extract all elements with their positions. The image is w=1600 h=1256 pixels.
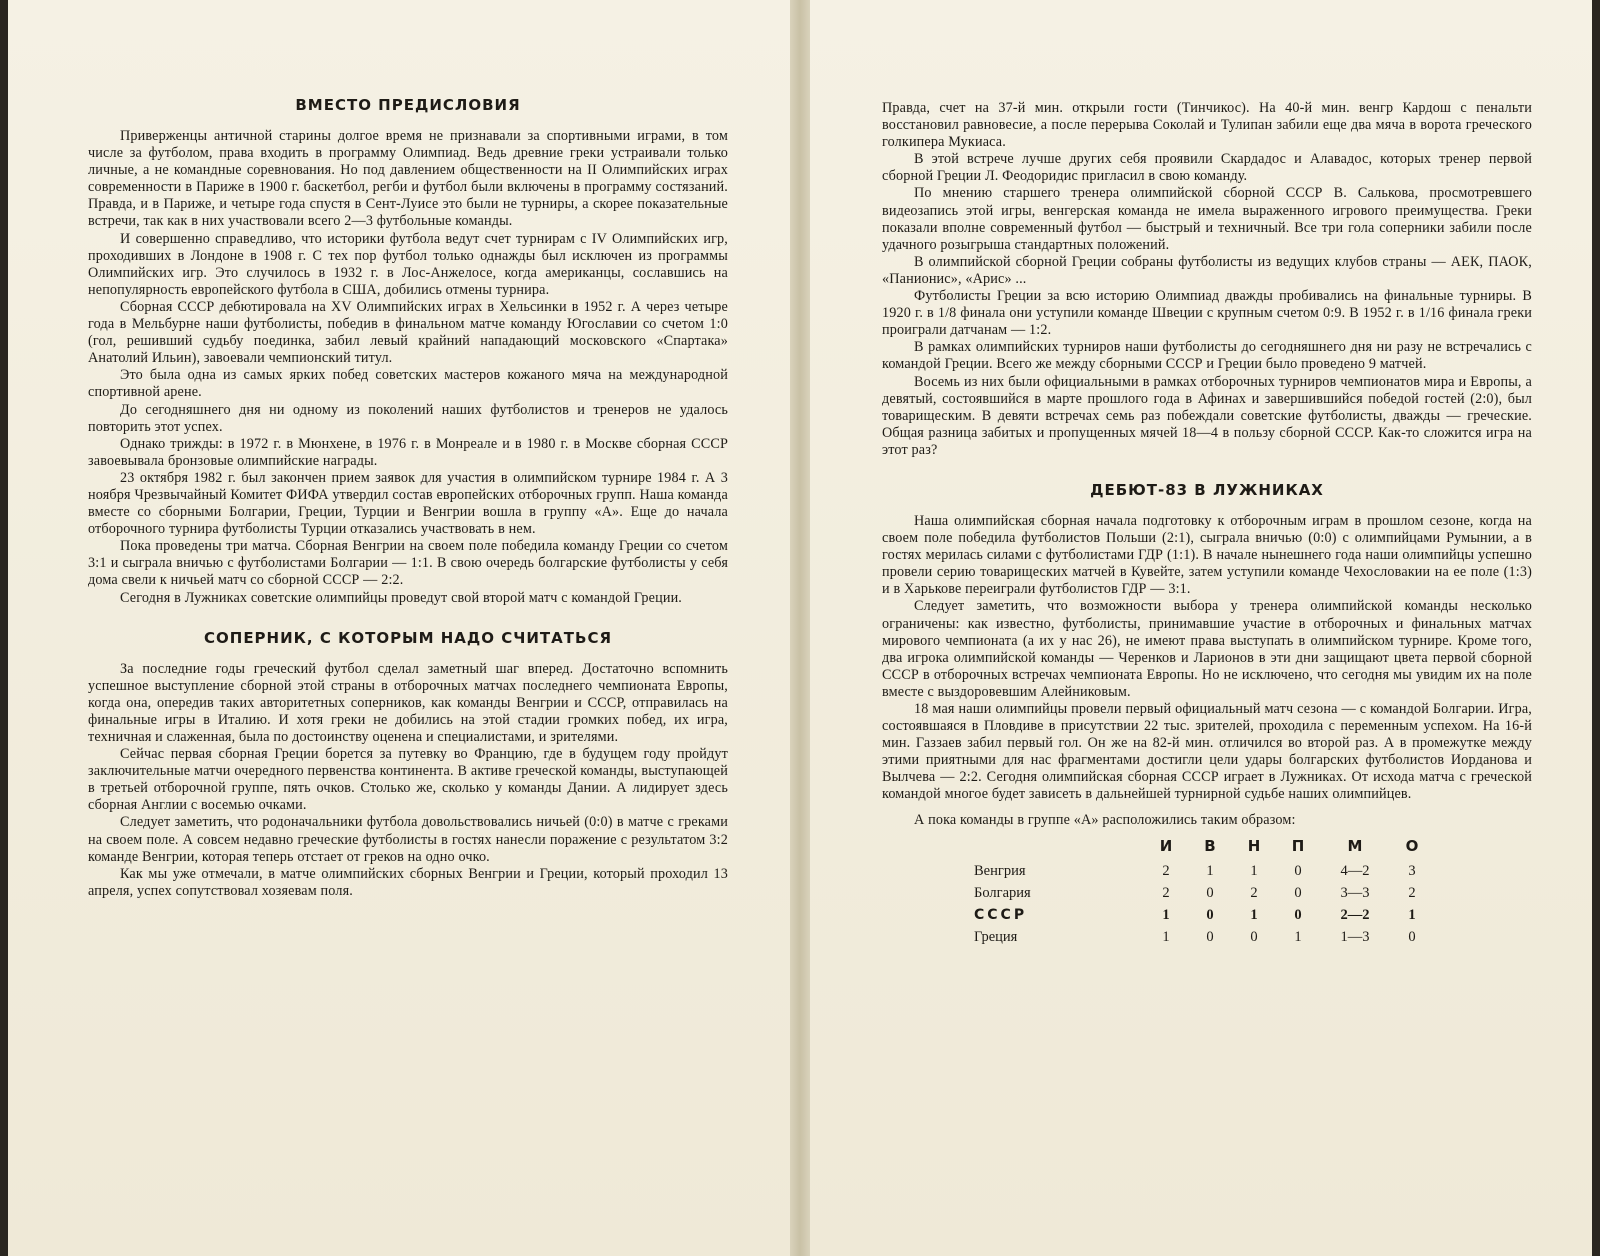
left-column <box>88 96 728 900</box>
header-draws: Н <box>1247 836 1261 855</box>
cell: 0 <box>1294 862 1302 879</box>
cell: 0 <box>1294 884 1302 901</box>
header-goals: М <box>1347 836 1363 855</box>
cell: 0 <box>1206 928 1214 945</box>
table-row <box>974 927 1434 949</box>
table-row <box>974 861 1434 883</box>
cell: 2 <box>1162 862 1170 879</box>
cell: 1 <box>1162 906 1170 923</box>
right-column <box>882 100 1532 949</box>
paragraph: Сейчас первая сборная Греции борется за путевку во Францию, где в будущем году пройдут заключительные матчи очередного первенства континента. В активе греческой команды, выступающей в третьей отборочной группе, пять очков. Столько же, сколько у команды Дании. А лидирует здесь сборная Англии с восемью очками. <box>88 746 728 814</box>
paragraph: Как мы уже отмечали, в матче олимпийских сборных Венгрии и Греции, который проходил 13 апреля, успех сопутствовал хозяевам поля. <box>88 865 728 899</box>
paragraph: Следует заметить, что возможности выбора у тренера олимпийской команды несколько ограничены: как известно, футболисты, принимавшие участие в отборочных и финальных матчах мирового чемпионата (а их у нас 26), не имеют права выступать в олимпийском турнире. Кроме того, два игрока олимпийской команды — Черенков и Ларионов в эти дни защищают цвета первой сборной СССР в отборочных встречах чемпионата Европы. Но не исключено, что сегодня мы увидим их на поле вместе с выздоровевшим Алейниковым. <box>882 598 1532 700</box>
standings-header-row <box>974 835 1434 861</box>
paragraph: До сегодняшнего дня ни одному из поколений наших футболистов и тренеров не удалось повторить этот успех. <box>88 401 728 435</box>
standings-intro: А пока команды в группе «А» расположились таким образом: <box>914 811 1296 828</box>
heading-debut: ДЕБЮТ-83 В ЛУЖНИКАХ <box>1090 480 1324 499</box>
paragraph: Приверженцы античной старины долгое время не признавали за спортивными играми, в том числе за футболом, права входить в программу Олимпиад. Ведь древние греки устраивали только личные, а не командные соревнования. Но под давлением общественности на II Олимпийских играх современности в Париже в 1900 г. баскетбол, регби и футбол были включены в программу состязаний. Правда, и в Париже, и четыре года спустя в Сент-Луисе это были не турниры, а скорее показательные встречи, так как в них участвовали всего 2—3 футбольные команды. <box>88 128 728 230</box>
paragraph: Это была одна из самых ярких побед советских мастеров кожаного мяча на международной спортивной арене. <box>88 367 728 401</box>
paragraph: В этой встрече лучше других себя проявили Скардадос и Алавадос, которых тренер первой сборной Греции Л. Феодоридис пригласил в свою команду. <box>882 151 1532 185</box>
cell: 4—2 <box>1340 862 1370 879</box>
cell: 2 <box>1250 884 1258 901</box>
header-wins: В <box>1204 836 1216 855</box>
page-edge-right <box>1592 0 1600 1256</box>
cell: 0 <box>1206 906 1214 923</box>
cell: 1—3 <box>1340 928 1370 945</box>
team-name: Венгрия <box>974 862 1026 879</box>
cell: 0 <box>1206 884 1214 901</box>
paragraph: Сборная СССР дебютировала на XV Олимпийских играх в Хельсинки в 1952 г. А через четыре года в Мельбурне наши футболисты, победив в финальном матче команду Югославии со счетом 1:0 (гол, решивший судьбу поединка, забил левый крайний нападающий московского «Спартака» Анатолий Ильин), завоевали чемпионский титул. <box>88 298 728 367</box>
cell: 1 <box>1408 906 1416 923</box>
cell: 0 <box>1408 928 1416 945</box>
cell: 2 <box>1162 884 1170 901</box>
right-page <box>810 0 1600 1256</box>
paragraph: И совершенно справедливо, что историки футбола ведут счет турнирам с IV Олимпийских игр, проходивших в Лондоне в 1908 г. С тех пор футбол только однажды был исключен из программы Олимпийских игр. Это случилось в 1932 г. в Лос-Анжелосе, когда американцы, сославшись на непопулярность европейского футбола в США, добились отмены турнира. <box>88 230 728 298</box>
paragraph: 23 октября 1982 г. был закончен прием заявок для участия в олимпийском турнире 1984 г. А 3 ноября Чрезвычайный Комитет ФИФА утвердил состав европейских отборочных групп. Наша команда вместе со сборными Болгарии, Греции, Турции и Венгрии вошла в группу «А». Еще до начала отборочного турнира футболисты Турции отказались участвовать в нем. <box>88 469 728 538</box>
cell: 3 <box>1408 862 1416 879</box>
header-team <box>974 835 1144 861</box>
heading-foreword: ВМЕСТО ПРЕДИСЛОВИЯ <box>295 96 521 114</box>
cell: 3—3 <box>1340 884 1370 901</box>
team-name: Болгария <box>974 884 1031 901</box>
cell: 1 <box>1162 928 1170 945</box>
page-gutter <box>790 0 810 1256</box>
paragraph: Следует заметить, что родоначальники футбола довольствовались ничьей (0:0) в матче с греками на своем поле. А совсем недавно греческие футболисты в гостях нанесли поражение с результатом 3:2 команде Венгрии, которая теперь отстает от греков на одно очко. <box>88 814 728 865</box>
cell: 2 <box>1408 884 1416 901</box>
team-name: Греция <box>974 928 1018 945</box>
team-name: СССР <box>974 907 1028 924</box>
cell: 0 <box>1294 906 1302 923</box>
header-points: О <box>1405 836 1419 855</box>
header-losses: П <box>1291 836 1305 855</box>
cell: 1 <box>1294 928 1302 945</box>
cell: 2—2 <box>1340 906 1370 923</box>
paragraph: 18 мая наши олимпийцы провели первый официальный матч сезона — с командой Болгарии. Игра, состоявшаяся в Пловдиве в присутствии 22 тыс. зрителей, проходила с переменным успехом. На 16-й мин. Газзаев забил первый гол. Он же на 82-й мин. отличился во второй раз. А в промежутке между этими приятными для нас фрагментами достигли цели удары болгарских футболистов Иорданова и Вылчева — 2:2. Сегодня олимпийская сборная СССР играет в Лужниках. От исхода матча с греческой командой многое будет зависеть в дальнейшей турнирной судьбе наших олимпийцев. <box>882 701 1532 803</box>
paragraph: Однако трижды: в 1972 г. в Мюнхене, в 1976 г. в Монреале и в 1980 г. в Москве сборная СССР завоевывала бронзовые олимпийские награды. <box>88 435 728 469</box>
paragraph: Наша олимпийская сборная начала подготовку к отборочным играм в прошлом сезоне, когда на своем поле победила футболистов Польши (2:1), сыграла вничью (0:0) с олимпийцами Румынии, а в гостях мерилась силами с футболистами ГДР (1:1). В начале нынешнего года наши олимпийцы успешно провели серию товарищеских матчей в Кувейте, затем уступили команде Чехословакии на ее поле (1:3) и в Харькове переиграли футболистов ГДР — 3:1. <box>882 512 1532 598</box>
cell: 1 <box>1250 906 1258 923</box>
table-row <box>974 905 1434 927</box>
cell: 1 <box>1206 862 1214 879</box>
paragraph: За последние годы греческий футбол сделал заметный шаг вперед. Достаточно вспомнить успешное выступление сборной этой страны в отборочных матчах последнего чемпионата Европы, когда она, опередив таких авторитетных соперников, как команды Венгрии и СССР, отправилась на финальные игры в Италию. И хотя греки не добились на этой стадии громких побед, их игра, техничная и слаженная, была по достоинству оценена и специалистами, и зрителями. <box>88 660 728 745</box>
cell: 1 <box>1250 862 1258 879</box>
page-edge-left <box>0 0 8 1256</box>
left-page <box>0 0 790 1256</box>
header-games: И <box>1159 836 1173 855</box>
standings-table <box>974 835 1434 949</box>
paragraph: По мнению старшего тренера олимпийской сборной СССР В. Салькова, просмотревшего видеозапись этой игры, венгерская команда не имела выраженного игрового преимущества. Греки показали вполне современный футбол — быстрый и техничный. Все три гола соперники забили после удачного розыгрыша стандартных положений. <box>882 185 1532 253</box>
table-row <box>974 883 1434 905</box>
paragraph: Правда, счет на 37-й мин. открыли гости (Тинчикос). На 40-й мин. венгр Кардош с пенальти восстановил равновесие, а после перерыва Соколай и Тулипан забили еще два мяча в ворота греческого голкипера Мукиаса. <box>882 100 1532 151</box>
paragraph: В олимпийской сборной Греции собраны футболисты из ведущих клубов страны — АЕК, ПАОК, «Панионис», «Арис» ... <box>882 253 1532 287</box>
heading-rival: СОПЕРНИК, С КОТОРЫМ НАДО СЧИТАТЬСЯ <box>204 628 612 647</box>
paragraph: Сегодня в Лужниках советские олимпийцы проведут свой второй матч с командой Греции. <box>120 589 683 606</box>
paragraph: В рамках олимпийских турниров наши футболисты до сегодняшнего дня ни разу не встречались с командой Греции. Всего же между сборными СССР и Греции было проведено 9 матчей. <box>882 339 1532 373</box>
cell: 0 <box>1250 928 1258 945</box>
paragraph: Восемь из них были официальными в рамках отборочных турниров чемпионатов мира и Европы, а девятый, состоявшийся в марте прошлого года в Афинах и завершившийся победой гостей (2:0), был товарищеским. В девяти встречах семь раз побеждали советские футболисты, дважды — греческие. Общая разница забитых и пропущенных мячей 18—4 в пользу сборной СССР. Как-то сложится игра на этот раз? <box>882 373 1532 458</box>
paragraph: Пока проведены три матча. Сборная Венгрии на своем поле победила команду Греции со счетом 3:1 и сыграла вничью с футболистами Болгарии — 1:1. В свою очередь болгарские футболисты у себя дома свели к ничьей матч со сборной СССР — 2:2. <box>88 538 728 589</box>
paragraph: Футболисты Греции за всю историю Олимпиад дважды пробивались на финальные турниры. В 1920 г. в 1/8 финала они уступили команде Швеции с крупным счетом 0:9. В 1952 г. в 1/16 финала греки проиграли датчанам — 1:2. <box>882 288 1532 339</box>
